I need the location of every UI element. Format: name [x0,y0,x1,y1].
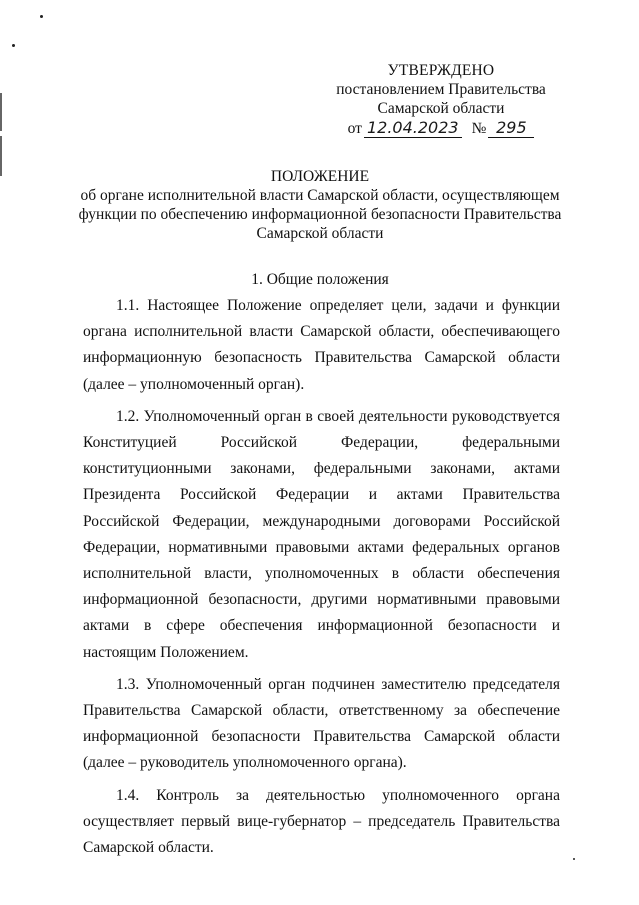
handwritten-number: 295 [488,118,534,138]
date-prefix: от [347,120,362,137]
section-heading: 1. Общие положения [251,271,389,288]
approval-date-line [311,118,571,138]
document-title-block [60,167,580,243]
paragraph-1-4: 1.4. Контроль за деятельностью уполномоченного органа осуществляет первый вице-губернатор – председатель Правительства Самарской области. [83,786,560,857]
scan-speck [12,44,15,47]
document-subtitle-line-2: функции по обеспечению информационной безопасности Правительства [78,206,562,223]
document-subtitle-line-1: об органе исполнительной власти Самарской области, осуществляющем [80,187,560,204]
paragraph-1-1: 1.1. Настоящее Положение определяет цели, задачи и функции органа исполнительной власти Самарской области, обеспечивающего информационную безопасность Правительства Самарской области (далее – уполномоченный орган). [83,297,560,393]
approval-block [311,61,571,138]
approval-heading: УТВЕРЖДЕНО [387,62,495,79]
handwritten-date: 12.04.2023 [364,118,462,138]
number-prefix: № [471,120,487,137]
scan-speck [40,15,43,18]
document-title: ПОЛОЖЕНИЕ [270,168,370,185]
document-subtitle-line-3: Самарской области [256,225,384,242]
paragraph-1-3: 1.3. Уполномоченный орган подчинен заместителю председателя Правительства Самарской области, ответственному за обеспечение информационной безопасности Правительства Самарской области (далее – руководитель уполномоченного органа). [83,675,560,772]
scan-edge-mark [0,93,2,131]
section-body [83,293,560,867]
approval-line-2: Самарской области [377,100,505,117]
paragraph-1-2: 1.2. Уполномоченный орган в своей деятельности руководствуется Конституцией Российской Федерации, федеральными конституционными законами, федеральными законами, актами Президента Российской Федерации и актами Правительства Российской Федерации, международными договорами Российской Федерации, нормативными правовыми актами федеральных органов исполнительной власти, уполномоченных в области обеспечения информационной безопасности, другими нормативными правовыми актами в сфере обеспечения информационной безопасности и настоящим Положением. [83,407,560,661]
scan-speck [573,858,575,860]
scan-edge-mark [0,136,2,176]
approval-line-1: постановлением Правительства [336,81,546,98]
